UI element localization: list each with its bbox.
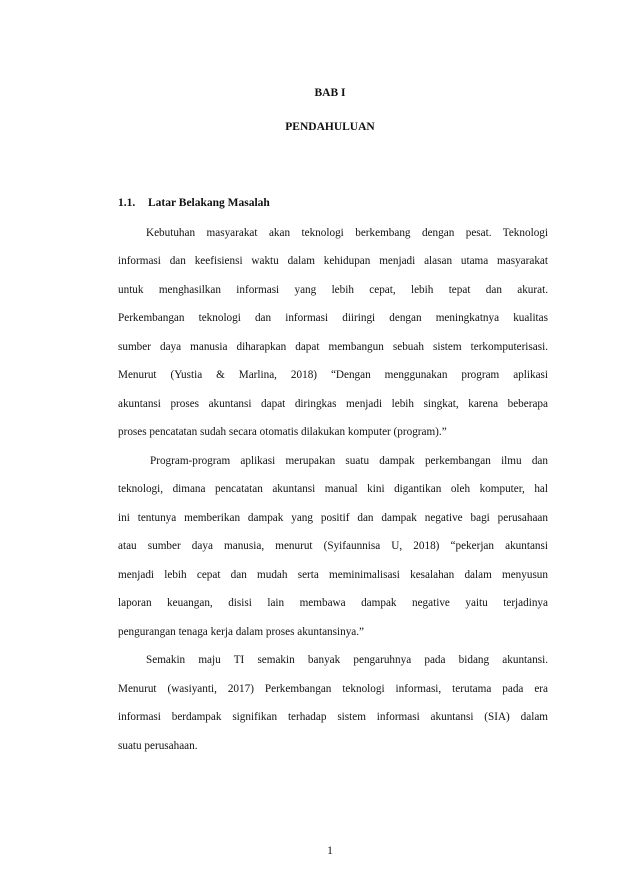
chapter-number: BAB I: [314, 87, 346, 99]
paragraph-3-line-1: Semakin maju TI semakin banyak pengaruhnya pada bidang akuntansi.: [146, 654, 548, 666]
paragraph-2-line-2: teknologi, dimana pencatatan akuntansi manual kini digantikan oleh komputer, hal: [118, 483, 548, 495]
section-heading: [118, 197, 270, 209]
paragraph-2-line-6: laporan keuangan, disisi lain membawa dampak negative yaitu terjadinya: [118, 597, 548, 609]
paragraph-1-line-1: Kebutuhan masyarakat akan teknologi berkembang dengan pesat. Teknologi: [146, 227, 548, 239]
paragraph-2-line-5: menjadi lebih cepat dan mudah serta meminimalisasi kesalahan dalam menyusun: [118, 569, 548, 581]
paragraph-3-line-4: suatu perusahaan.: [118, 740, 198, 752]
page-number: 1: [327, 845, 333, 857]
chapter-title: PENDAHULUAN: [285, 121, 375, 133]
section-title: Latar Belakang Masalah: [148, 197, 270, 209]
section-number: 1.1.: [118, 197, 136, 209]
paragraph-1-line-4: Perkembangan teknologi dan informasi diiringi dengan meningkatnya kualitas: [118, 312, 548, 324]
paragraph-2-line-7: pengurangan tenaga kerja dalam proses akuntansinya.”: [118, 626, 365, 638]
paragraph-2-line-3: ini tentunya memberikan dampak yang positif dan dampak negative bagi perusahaan: [118, 512, 548, 524]
paragraph-3-line-2: Menurut (wasiyanti, 2017) Perkembangan teknologi informasi, terutama pada era: [118, 683, 548, 695]
paragraph-1-line-6: Menurut (Yustia & Marlina, 2018) “Dengan menggunakan program aplikasi: [118, 369, 548, 381]
paragraph-1-line-7: akuntansi proses akuntansi dapat diringkas menjadi lebih singkat, karena beberapa: [118, 398, 548, 410]
paragraph-2-line-4: atau sumber daya manusia, menurut (Syifaunnisa U, 2018) “pekerjan akuntansi: [118, 540, 548, 552]
paragraph-1-line-3: untuk menghasilkan informasi yang lebih cepat, lebih tepat dan akurat.: [118, 284, 548, 296]
paragraph-3-line-3: informasi berdampak signifikan terhadap sistem informasi akuntansi (SIA) dalam: [118, 711, 548, 723]
paragraph-1-line-2: informasi dan keefisiensi waktu dalam kehidupan menjadi alasan utama masyarakat: [118, 255, 548, 267]
paragraph-2-line-1: Program-program aplikasi merupakan suatu dampak perkembangan ilmu dan: [150, 455, 548, 467]
paragraph-1-line-8: proses pencatatan sudah secara otomatis dilakukan komputer (program).”: [118, 426, 447, 438]
paragraph-1-line-5: sumber daya manusia diharapkan dapat membangun sebuah sistem terkomputerisasi.: [118, 341, 548, 353]
